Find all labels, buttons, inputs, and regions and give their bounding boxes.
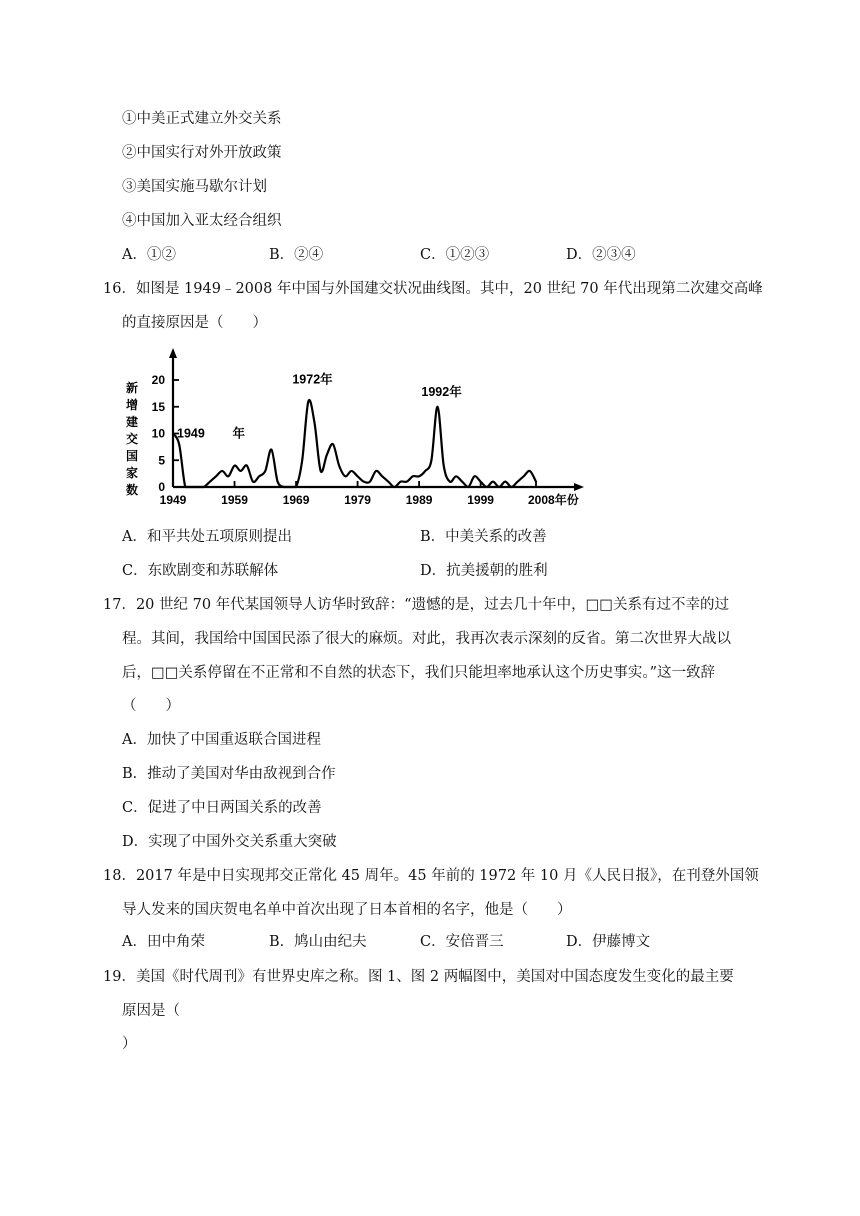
q15-item-2: ②中国实行对外开放政策 <box>122 145 282 161</box>
annotation-1972: 1972年 <box>292 372 333 387</box>
x-tick-label: 1989 <box>405 493 433 507</box>
ylabel-char: 建 <box>125 415 139 429</box>
y-tick-label: 20 <box>151 373 165 387</box>
ylabel-char: 数 <box>125 483 139 497</box>
ylabel-char: 增 <box>125 398 139 412</box>
q19-stem-line-3: ） <box>122 1036 137 1052</box>
q15-option-b: B．②④ <box>269 247 324 263</box>
diplomatic-relations-chart <box>118 342 590 514</box>
q18-option-a: A．田中角荣 <box>122 934 205 950</box>
x-tick-label: 1959 <box>221 493 248 507</box>
ylabel-char: 家 <box>125 466 139 480</box>
q19-stem-line-2: 原因是（ <box>122 1003 180 1019</box>
q18-option-b: B．鸠山由纪夫 <box>269 934 367 950</box>
q18-stem-line-2: 导人发来的国庆贺电名单中首次出现了日本首相的名字，他是（ ） <box>122 902 572 918</box>
y-tick-label: 5 <box>158 453 165 468</box>
q16-option-a: A．和平共处五项原则提出 <box>122 529 292 545</box>
ylabel-char: 国 <box>125 449 139 463</box>
q17-option-d: D．实现了中国外交关系重大突破 <box>122 834 337 850</box>
q17-stem-line-1: 17．20 世纪 70 年代某国领导人访华时致辞：“遗憾的是，过去几十年中，□□关系有过不幸的过 <box>103 597 729 613</box>
x-tick-label: 1969 <box>282 493 310 507</box>
q15-item-3: ③美国实施马歇尔计划 <box>122 179 267 195</box>
x-tick-label: 1999 <box>467 493 494 507</box>
annotation-nian: 年 <box>232 426 246 441</box>
q17-stem-line-3: 后，□□关系停留在不正常和不自然的状态下，我们只能坦率地承认这个历史事实。”这一致辞 <box>122 665 716 681</box>
x-tick-label: 2008年份 <box>528 493 579 507</box>
q16-stem-line-2: 的直接原因是（ ） <box>122 315 267 331</box>
q17-option-c: C．促进了中日两国关系的改善 <box>122 800 322 816</box>
q16-option-c: C．东欧剧变和苏联解体 <box>122 563 279 579</box>
chart-annotations <box>177 371 462 440</box>
x-tick-label: 1979 <box>344 493 371 507</box>
q19-stem-line-1: 19．美国《时代周刊》有世界史库之称。图 1、图 2 两幅图中，美国对中国态度发生变化的最主要 <box>103 969 734 985</box>
q16-stem-line-1: 16．如图是 1949﹣2008 年中国与外国建交状况曲线图。其中，20 世纪 70 年代出现第二次建交高峰 <box>103 281 763 297</box>
chart-svg <box>118 342 590 514</box>
y-tick-label: 0 <box>158 480 165 494</box>
q17-option-a: A．加快了中国重返联合国进程 <box>122 732 321 748</box>
q18-option-c: C．安倍晋三 <box>420 934 504 950</box>
q15-option-d: D．②③④ <box>566 247 636 263</box>
q15-item-1: ①中美正式建立外交关系 <box>122 111 282 127</box>
q16-option-d: D．抗美援朝的胜利 <box>420 563 548 579</box>
ylabel-char: 交 <box>125 432 139 446</box>
q16-option-b: B．中美关系的改善 <box>420 529 547 545</box>
chart-series-line <box>173 400 536 487</box>
q17-option-b: B．推动了美国对华由敌视到合作 <box>122 766 336 782</box>
x-axis-arrow <box>574 483 584 491</box>
ylabel-char: 新 <box>125 381 139 395</box>
q15-option-a: A．①② <box>122 247 176 263</box>
q17-stem-line-4: （ ） <box>122 698 180 714</box>
annotation-1992: 1992年 <box>421 384 462 399</box>
q17-stem-line-2: 程。其间，我国给中国国民添了很大的麻烦。对此，我再次表示深刻的反省。第二次世界大战以 <box>122 631 731 647</box>
y-tick-label: 15 <box>151 399 165 414</box>
y-tick-label: 10 <box>151 426 165 441</box>
annotation-1949: 1949 <box>177 426 205 441</box>
q15-option-c: C．①②③ <box>420 247 490 263</box>
chart-ylabel <box>126 380 138 497</box>
q15-item-4: ④中国加入亚太经合组织 <box>122 213 282 229</box>
y-axis-arrow <box>169 348 177 358</box>
x-tick-label: 1949 <box>159 493 187 507</box>
q18-option-d: D．伊藤博文 <box>566 934 651 950</box>
q18-stem-line-1: 18．2017 年是中日实现邦交正常化 45 周年。45 年前的 1972 年 10 月《人民日报》，在刊登外国领 <box>103 868 759 884</box>
